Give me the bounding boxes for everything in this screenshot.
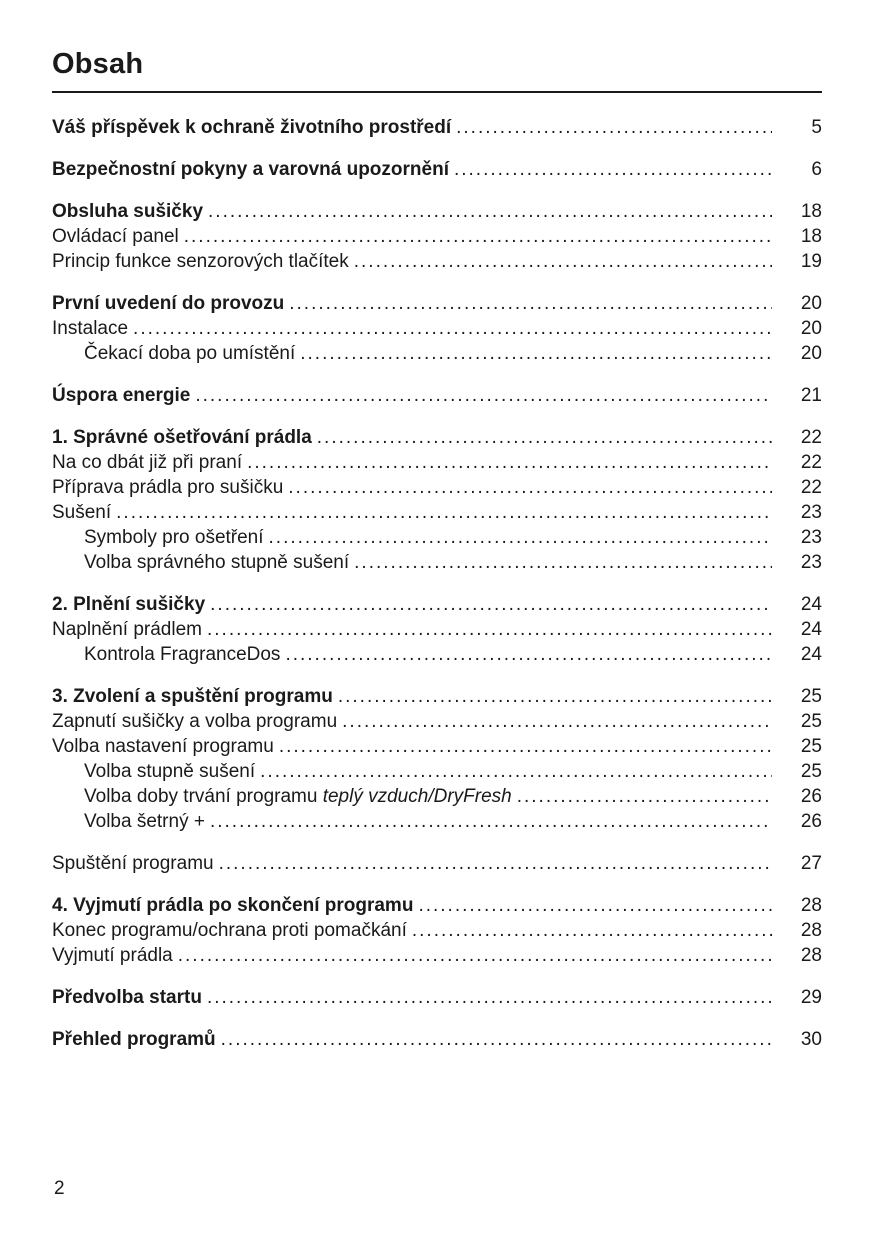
toc-page-number: 5	[811, 117, 822, 138]
toc-group	[52, 199, 822, 274]
toc-page-number: 25	[800, 761, 822, 782]
toc-page-number: 20	[800, 293, 822, 314]
toc-entry-label: Volba nastavení programu	[52, 736, 274, 757]
toc-entry	[52, 157, 822, 182]
toc-leader-dots	[133, 316, 772, 341]
toc-page-number: 19	[800, 251, 822, 272]
toc-leader-dots	[210, 809, 772, 834]
toc-entry-label: Předvolba startu	[52, 987, 202, 1008]
toc-group	[52, 592, 822, 667]
toc-entry-label: Obsluha sušičky	[52, 201, 204, 222]
toc-entry	[52, 291, 822, 316]
toc-page-number: 24	[800, 619, 822, 640]
toc-page-number: 25	[800, 686, 822, 707]
toc-group	[52, 684, 822, 834]
toc-entry-label: Na co dbát již při praní	[52, 452, 243, 473]
toc-leader-dots	[354, 550, 772, 575]
toc-entry-label: 1. Správné ošetřování prádla	[52, 427, 312, 448]
toc-page-number: 25	[800, 711, 822, 732]
toc-leader-dots	[260, 759, 772, 784]
page-title: Obsah	[52, 48, 144, 80]
toc-entry	[52, 199, 822, 224]
toc-leader-dots	[289, 291, 772, 316]
toc-page-number: 18	[800, 201, 822, 222]
toc-leader-dots	[342, 709, 772, 734]
toc-leader-dots	[184, 224, 772, 249]
toc-page-number: 21	[800, 385, 822, 406]
toc-leader-dots	[288, 475, 772, 500]
toc-entry-label-italic: teplý vzduch/DryFresh	[322, 786, 512, 807]
toc-leader-dots	[207, 985, 772, 1010]
toc-page-number: 22	[800, 452, 822, 473]
toc-entry	[52, 918, 822, 943]
toc-group	[52, 291, 822, 366]
toc-entry	[52, 249, 822, 274]
toc-entry	[52, 617, 822, 642]
toc-leader-dots	[208, 199, 772, 224]
toc-entry	[52, 943, 822, 968]
toc-page-number: 26	[800, 786, 822, 807]
toc-entry-label: Příprava prádla pro sušičku	[52, 477, 284, 498]
toc-entry	[52, 550, 822, 575]
toc-entry-label: Naplnění prádlem	[52, 619, 202, 640]
toc-leader-dots	[195, 383, 772, 408]
toc-page-number: 28	[800, 920, 822, 941]
toc-entry-label: Volba stupně sušení	[84, 761, 256, 782]
toc-group	[52, 115, 822, 140]
toc-entry	[52, 425, 822, 450]
toc-entry-label: 2. Plnění sušičky	[52, 594, 206, 615]
toc-page-number: 30	[800, 1029, 822, 1050]
toc-group	[52, 425, 822, 575]
toc-entry-label: Čekací doba po umístění	[84, 343, 296, 364]
toc-entry	[52, 684, 822, 709]
toc-entry-label: Přehled programů	[52, 1029, 216, 1050]
toc-page-number: 24	[800, 594, 822, 615]
toc-entry	[52, 450, 822, 475]
toc-entry-label: Vyjmutí prádla	[52, 945, 173, 966]
toc-entry-label: Konec programu/ochrana proti pomačkání	[52, 920, 407, 941]
toc-page-number: 22	[800, 427, 822, 448]
toc-entry-label: 4. Vyjmutí prádla po skončení programu	[52, 895, 414, 916]
toc-group	[52, 893, 822, 968]
toc-entry-label: Váš příspěvek k ochraně životního prostředí	[52, 117, 452, 138]
toc-entry	[52, 784, 822, 809]
toc-page-number: 29	[800, 987, 822, 1008]
toc-leader-dots	[247, 450, 772, 475]
toc-entry	[52, 642, 822, 667]
toc-group	[52, 157, 822, 182]
toc-entry-label: Zapnutí sušičky a volba programu	[52, 711, 338, 732]
toc-leader-dots	[454, 157, 772, 182]
toc-entry	[52, 115, 822, 140]
toc-page-number: 22	[800, 477, 822, 498]
toc-entry	[52, 316, 822, 341]
toc-page-number: 23	[800, 502, 822, 523]
toc-entry	[52, 709, 822, 734]
toc-entry-label: Kontrola FragranceDos	[84, 644, 281, 665]
toc-entry-label: Sušení	[52, 502, 112, 523]
toc-leader-dots	[456, 115, 772, 140]
toc-entry	[52, 985, 822, 1010]
toc-page-number: 23	[800, 552, 822, 573]
toc-leader-dots	[285, 642, 772, 667]
toc-page-number: 23	[800, 527, 822, 548]
table-of-contents	[52, 115, 822, 1052]
toc-entry-label: Princip funkce senzorových tlačítek	[52, 251, 349, 272]
toc-page-number: 27	[800, 853, 822, 874]
toc-leader-dots	[354, 249, 772, 274]
toc-group	[52, 383, 822, 408]
toc-entry-label: Volba šetrný +	[84, 811, 205, 832]
toc-group	[52, 851, 822, 876]
toc-page-number: 18	[800, 226, 822, 247]
toc-entry	[52, 851, 822, 876]
toc-entry	[52, 734, 822, 759]
toc-entry	[52, 224, 822, 249]
toc-leader-dots	[338, 684, 772, 709]
toc-entry	[52, 1027, 822, 1052]
toc-entry	[52, 475, 822, 500]
toc-page-number: 20	[800, 343, 822, 364]
toc-page-number: 20	[800, 318, 822, 339]
toc-entry-label: Spuštění programu	[52, 853, 214, 874]
toc-entry	[52, 500, 822, 525]
toc-leader-dots	[178, 943, 772, 968]
toc-entry-label: Úspora energie	[52, 385, 191, 406]
toc-entry-label: Ovládací panel	[52, 226, 179, 247]
toc-page-number: 6	[811, 159, 822, 180]
toc-leader-dots	[418, 893, 772, 918]
toc-entry-label: Symboly pro ošetření	[84, 527, 264, 548]
toc-entry-label: 3. Zvolení a spuštění programu	[52, 686, 333, 707]
toc-page-number: 25	[800, 736, 822, 757]
toc-leader-dots	[300, 341, 772, 366]
title-divider	[52, 91, 822, 93]
toc-page-number: 28	[800, 895, 822, 916]
toc-entry	[52, 341, 822, 366]
toc-entry-label: Bezpečnostní pokyny a varovná upozornění	[52, 159, 449, 180]
toc-leader-dots	[210, 592, 772, 617]
toc-leader-dots	[207, 617, 772, 642]
toc-entry-label: Volba doby trvání programu teplý vzduch/DryFresh	[84, 786, 512, 807]
toc-entry-label: Volba správného stupně sušení	[84, 552, 350, 573]
toc-entry	[52, 809, 822, 834]
toc-page-number: 24	[800, 644, 822, 665]
toc-leader-dots	[219, 851, 772, 876]
toc-entry	[52, 383, 822, 408]
toc-group	[52, 1027, 822, 1052]
toc-entry	[52, 592, 822, 617]
toc-group	[52, 985, 822, 1010]
toc-leader-dots	[412, 918, 772, 943]
toc-entry	[52, 525, 822, 550]
toc-entry-label: První uvedení do provozu	[52, 293, 285, 314]
toc-leader-dots	[279, 734, 772, 759]
toc-entry-label: Instalace	[52, 318, 129, 339]
toc-entry	[52, 893, 822, 918]
footer-page-number: 2	[54, 1178, 65, 1199]
toc-entry	[52, 759, 822, 784]
toc-leader-dots	[116, 500, 772, 525]
toc-leader-dots	[221, 1027, 772, 1052]
toc-page-number: 26	[800, 811, 822, 832]
toc-page-number: 28	[800, 945, 822, 966]
toc-leader-dots	[269, 525, 772, 550]
toc-leader-dots	[517, 784, 772, 809]
toc-leader-dots	[317, 425, 772, 450]
